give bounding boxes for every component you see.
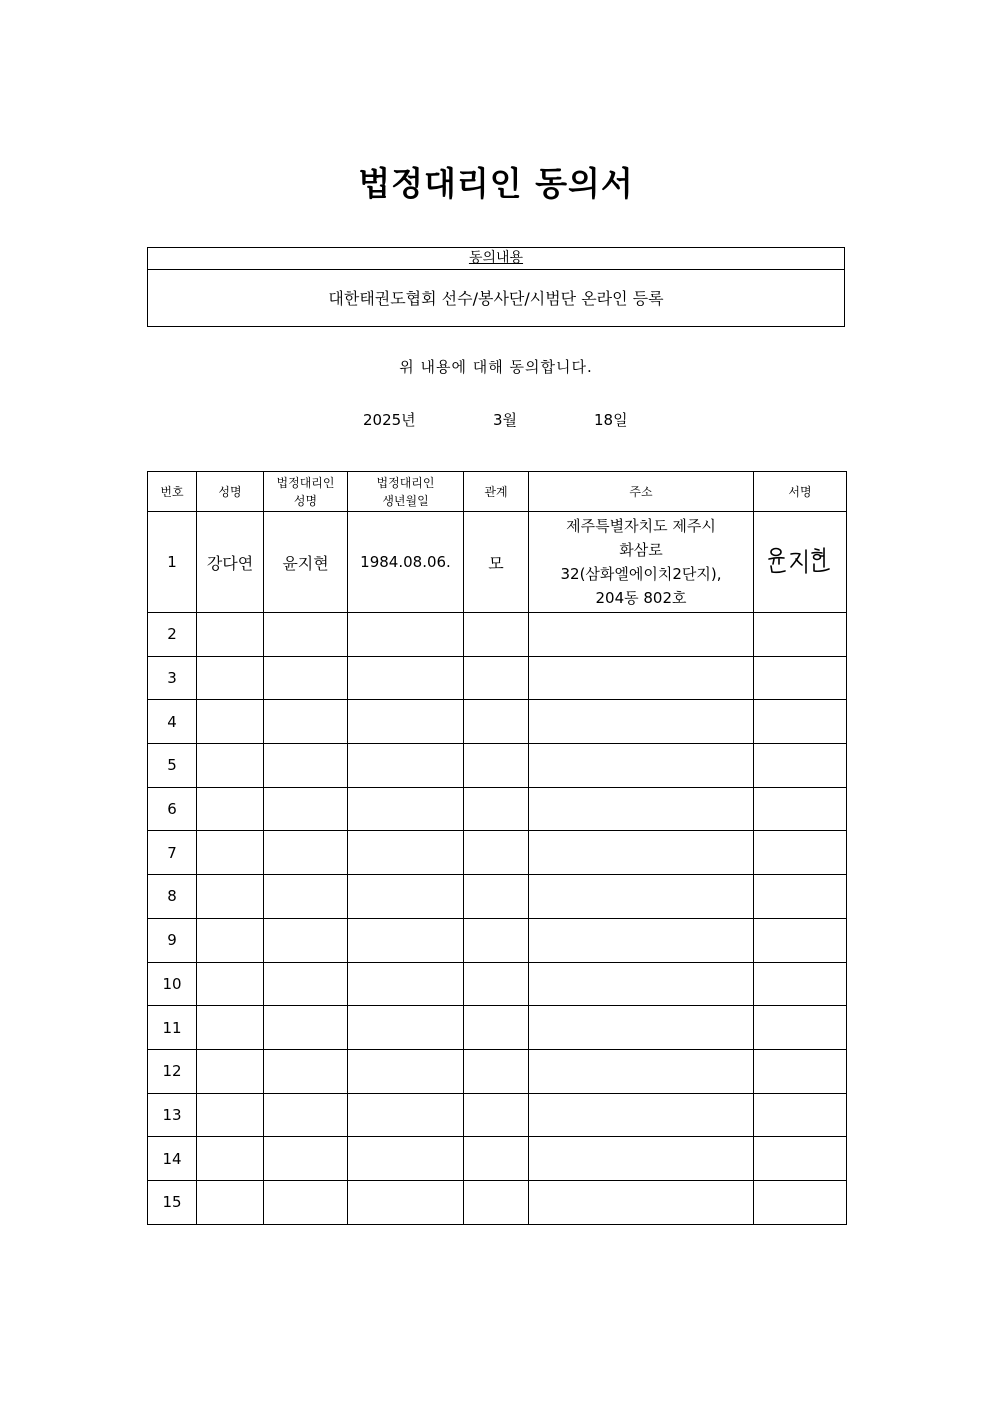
cell-signature [754,787,847,831]
header-address: 주소 [529,472,754,512]
cell-relation [464,656,529,700]
cell-relation [464,962,529,1006]
cell-guardian-name [264,613,348,657]
header-no: 번호 [148,472,197,512]
cell-address [529,1049,754,1093]
cell-name [197,1093,264,1137]
cell-signature [754,1137,847,1181]
cell-guardian-birth [348,613,464,657]
cell-relation [464,875,529,919]
table-row [148,656,847,700]
cell-name [197,875,264,919]
cell-relation [464,831,529,875]
cell-signature [754,1180,847,1224]
cell-address [529,875,754,919]
cell-guardian-name [264,1137,348,1181]
cell-signature [754,875,847,919]
table-row [148,831,847,875]
cell-name: 강다연 [197,512,264,613]
cell-address [529,787,754,831]
cell-guardian-birth [348,656,464,700]
header-guardian-name-line2: 성명 [293,493,318,508]
cell-no: 2 [148,613,197,657]
cell-signature [754,512,847,613]
cell-guardian-birth [348,744,464,788]
date-year: 2025년 [363,411,416,429]
cell-guardian-birth [348,700,464,744]
cell-guardian-birth [348,1137,464,1181]
header-guardian-birth-line2: 생년월일 [382,493,429,508]
table-header-row [148,472,847,512]
cell-guardian-birth [348,918,464,962]
consent-content: 대한태권도협회 선수/봉사단/시범단 온라인 등록 [328,289,664,308]
cell-guardian-birth [348,962,464,1006]
table-row [148,1137,847,1181]
cell-no: 15 [148,1180,197,1224]
cell-guardian-birth [348,1093,464,1137]
cell-address [529,962,754,1006]
cell-guardian-name [264,918,348,962]
address-line4: 204동 802호 [595,589,687,607]
cell-address [529,1006,754,1050]
cell-guardian-birth: 1984.08.06. [348,512,464,613]
cell-no: 4 [148,700,197,744]
cell-signature [754,1006,847,1050]
header-guardian-birth [348,472,464,512]
cell-guardian-name [264,962,348,1006]
cell-name [197,1049,264,1093]
address-line1: 제주특별자치도 제주시 [566,517,716,535]
table-row [148,918,847,962]
cell-no: 14 [148,1137,197,1181]
table-row [148,1180,847,1224]
cell-no: 12 [148,1049,197,1093]
cell-relation: 모 [464,512,529,613]
cell-relation [464,1137,529,1181]
cell-guardian-name: 윤지현 [264,512,348,613]
header-name: 성명 [197,472,264,512]
cell-guardian-name [264,787,348,831]
cell-no: 5 [148,744,197,788]
cell-signature [754,656,847,700]
cell-address [529,744,754,788]
cell-name [197,962,264,1006]
cell-relation [464,744,529,788]
table-row [148,512,847,613]
consent-heading: 동의내용 [148,248,844,270]
header-guardian-name [264,472,348,512]
table-row [148,700,847,744]
cell-signature [754,744,847,788]
cell-address [529,918,754,962]
date-day: 18일 [594,411,628,429]
address-line2: 화삼로 [619,541,663,559]
cell-name [197,1137,264,1181]
cell-name [197,613,264,657]
cell-relation [464,1093,529,1137]
cell-relation [464,787,529,831]
document-title: 법정대리인 동의서 [358,164,634,203]
cell-name [197,1180,264,1224]
cell-signature [754,1093,847,1137]
cell-guardian-birth [348,875,464,919]
table-row [148,1006,847,1050]
cell-guardian-name [264,875,348,919]
cell-address [529,512,754,613]
cell-guardian-birth [348,831,464,875]
cell-address [529,1137,754,1181]
cell-signature [754,613,847,657]
cell-no: 8 [148,875,197,919]
cell-no: 1 [148,512,197,613]
cell-no: 13 [148,1093,197,1137]
cell-signature [754,831,847,875]
cell-name [197,831,264,875]
cell-no: 3 [148,656,197,700]
cell-no: 11 [148,1006,197,1050]
header-guardian-name-line1: 법정대리인 [276,475,335,490]
table-row [148,744,847,788]
cell-relation [464,918,529,962]
cell-relation [464,1180,529,1224]
table-row [148,1093,847,1137]
cell-no: 7 [148,831,197,875]
handwritten-signature [767,545,833,579]
table-row [148,1049,847,1093]
cell-guardian-name [264,1180,348,1224]
cell-name [197,787,264,831]
cell-guardian-name [264,1049,348,1093]
cell-guardian-name [264,700,348,744]
cell-relation [464,700,529,744]
consent-box [147,247,845,327]
cell-name [197,918,264,962]
cell-signature [754,1049,847,1093]
cell-address [529,700,754,744]
cell-guardian-birth [348,1180,464,1224]
header-relation: 관계 [464,472,529,512]
table-row [148,787,847,831]
header-signature: 서명 [754,472,847,512]
cell-relation [464,613,529,657]
cell-name [197,656,264,700]
cell-relation [464,1049,529,1093]
address-line3: 32(삼화엘에이치2단지), [560,565,722,583]
cell-guardian-name [264,831,348,875]
cell-no: 6 [148,787,197,831]
cell-guardian-name [264,1093,348,1137]
cell-signature [754,918,847,962]
guardian-table [147,471,847,1225]
cell-no: 10 [148,962,197,1006]
cell-address [529,613,754,657]
date-month: 3월 [493,411,518,429]
cell-address [529,656,754,700]
cell-name [197,700,264,744]
cell-guardian-birth [348,787,464,831]
cell-relation [464,1006,529,1050]
agree-statement: 위 내용에 대해 동의합니다. [399,358,593,376]
table-row [148,613,847,657]
table-row [148,962,847,1006]
table-row [148,875,847,919]
cell-address [529,831,754,875]
cell-signature [754,700,847,744]
cell-name [197,744,264,788]
cell-guardian-name [264,1006,348,1050]
cell-guardian-name [264,656,348,700]
cell-address [529,1180,754,1224]
cell-guardian-name [264,744,348,788]
cell-guardian-birth [348,1006,464,1050]
cell-address [529,1093,754,1137]
cell-guardian-birth [348,1049,464,1093]
header-guardian-birth-line1: 법정대리인 [376,475,435,490]
cell-name [197,1006,264,1050]
cell-no: 9 [148,918,197,962]
cell-signature [754,962,847,1006]
